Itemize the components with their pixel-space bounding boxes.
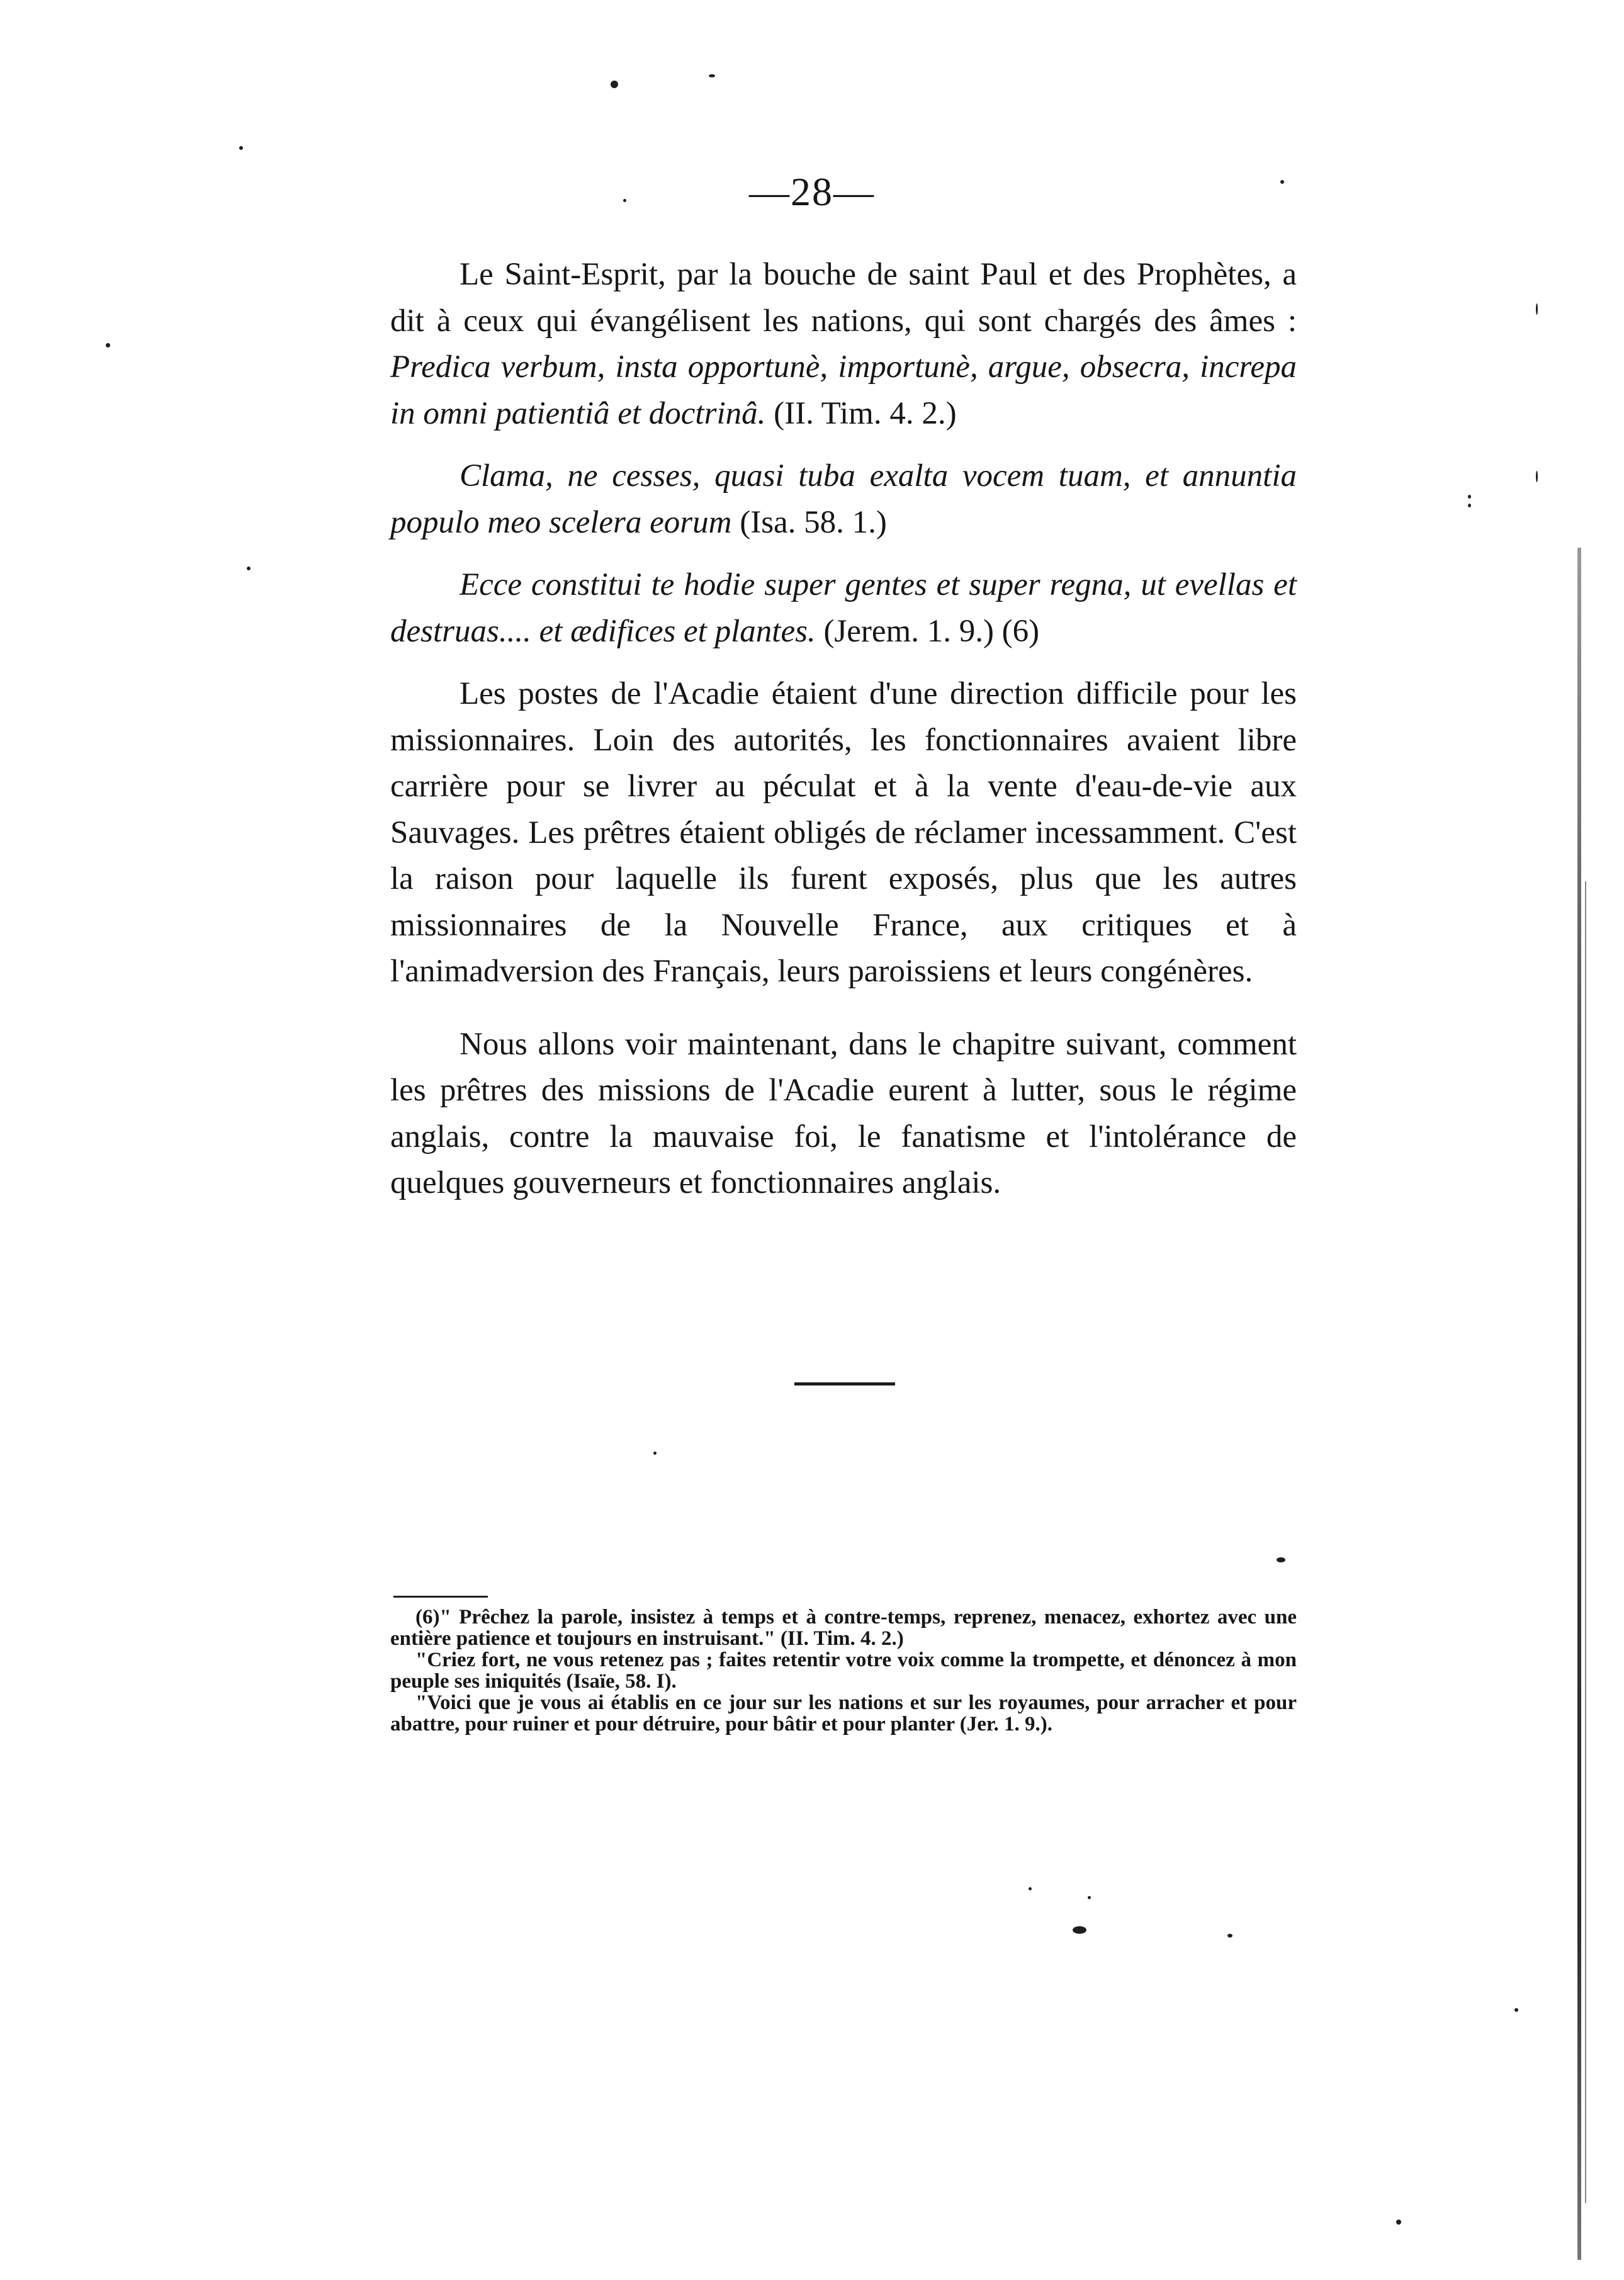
scan-speck xyxy=(1536,303,1538,315)
scan-speck xyxy=(247,567,251,570)
latin-quote: Predica verbum, insta opportunè, importunè, argue, obsecra, increpa in omni patientiâ et doctrinâ. xyxy=(390,349,1297,431)
scan-speck xyxy=(1227,1934,1232,1938)
scan-speck xyxy=(709,74,715,77)
paragraph-scripture-timothy xyxy=(390,252,1297,437)
scripture-reference: (Jerem. 1. 9.) (6) xyxy=(815,613,1040,649)
scan-speck xyxy=(1277,1557,1285,1562)
paragraph-scripture-isaiah xyxy=(390,453,1297,546)
footnote-rule xyxy=(393,1596,488,1598)
latin-quote: Ecce constitui te hodie super gentes et super regna, ut evellas et destruas.... et ædifices et plantes. xyxy=(390,567,1297,649)
scan-speck xyxy=(1468,495,1471,499)
footnote: "Criez fort, ne vous retenez pas ; faites retentir votre voix comme la trompette, et dénoncez à mon peuple ses iniquités (Isaïe, 58. I). xyxy=(390,1649,1297,1693)
paragraph-next-chapter: Nous allons voir maintenant, dans le chapitre suivant, comment les prêtres des missions de l'Acadie eurent à lutter, sous le régime anglais, contre la mauvaise foi, le fanatisme et l'intolérance de quelques gouverneurs et fonctionnaires anglais. xyxy=(390,1026,1297,1200)
scan-speck xyxy=(611,81,618,88)
scan-speck xyxy=(106,343,110,347)
scan-speck xyxy=(1468,504,1471,507)
section-divider xyxy=(794,1382,895,1385)
footnotes xyxy=(390,1606,1297,1735)
scan-speck xyxy=(1396,2220,1401,2225)
footnote: "Voici que je vous ai établis en ce jour sur les nations et sur les royaumes, pour arracher et pour abattre, pour ruiner et pour détruire, pour bâtir et pour planter (Jer. 1. 9.). xyxy=(390,1691,1297,1735)
scripture-reference: (Isa. 58. 1.) xyxy=(731,504,887,540)
scan-speck xyxy=(653,1452,657,1455)
paragraph-acadie-posts: Les postes de l'Acadie étaient d'une direction difficile pour les missionnaires. Loin des autorités, les fonctionnaires avaient libre carrière pour se livrer au péculat et à la vente d'eau-de-vie aux Sauvages. Les prêtres étaient obligés de réclamer incessamment. C'est la raison pour laquelle ils furent exposés, plus que les autres missionnaires de la Nouvelle France, aux critiques et à l'animadversion des Français, leurs paroissiens et leurs congénères. xyxy=(390,676,1297,989)
scan-speck xyxy=(239,146,243,150)
scan-speck xyxy=(1536,471,1538,482)
page-edge-shadow xyxy=(1577,548,1581,2260)
scan-speck xyxy=(1088,1896,1091,1899)
scan-speck xyxy=(1514,2008,1518,2012)
scan-speck xyxy=(1029,1887,1032,1890)
paragraph-scripture-jeremiah xyxy=(390,562,1297,655)
page-number: —28— xyxy=(749,169,875,214)
scan-speck xyxy=(1073,1926,1086,1934)
latin-quote: Clama, ne cesses, quasi tuba exalta vocem tuam, et annuntia populo meo scelera eorum xyxy=(390,458,1297,540)
main-text xyxy=(390,252,1297,1207)
paragraph-text: Le Saint-Esprit, par la bouche de saint Paul et des Prophètes, a dit à ceux qui évangélisent les nations, qui sont chargés des âmes : xyxy=(390,257,1297,339)
footnote: (6)" Prêchez la parole, insistez à temps et à contre-temps, reprenez, menacez, exhortez avec une entière patience et toujours en instruisant." (II. Tim. 4. 2.) xyxy=(390,1606,1297,1650)
page-edge-line xyxy=(1585,881,1586,2203)
scripture-reference: (II. Tim. 4. 2.) xyxy=(765,395,957,431)
